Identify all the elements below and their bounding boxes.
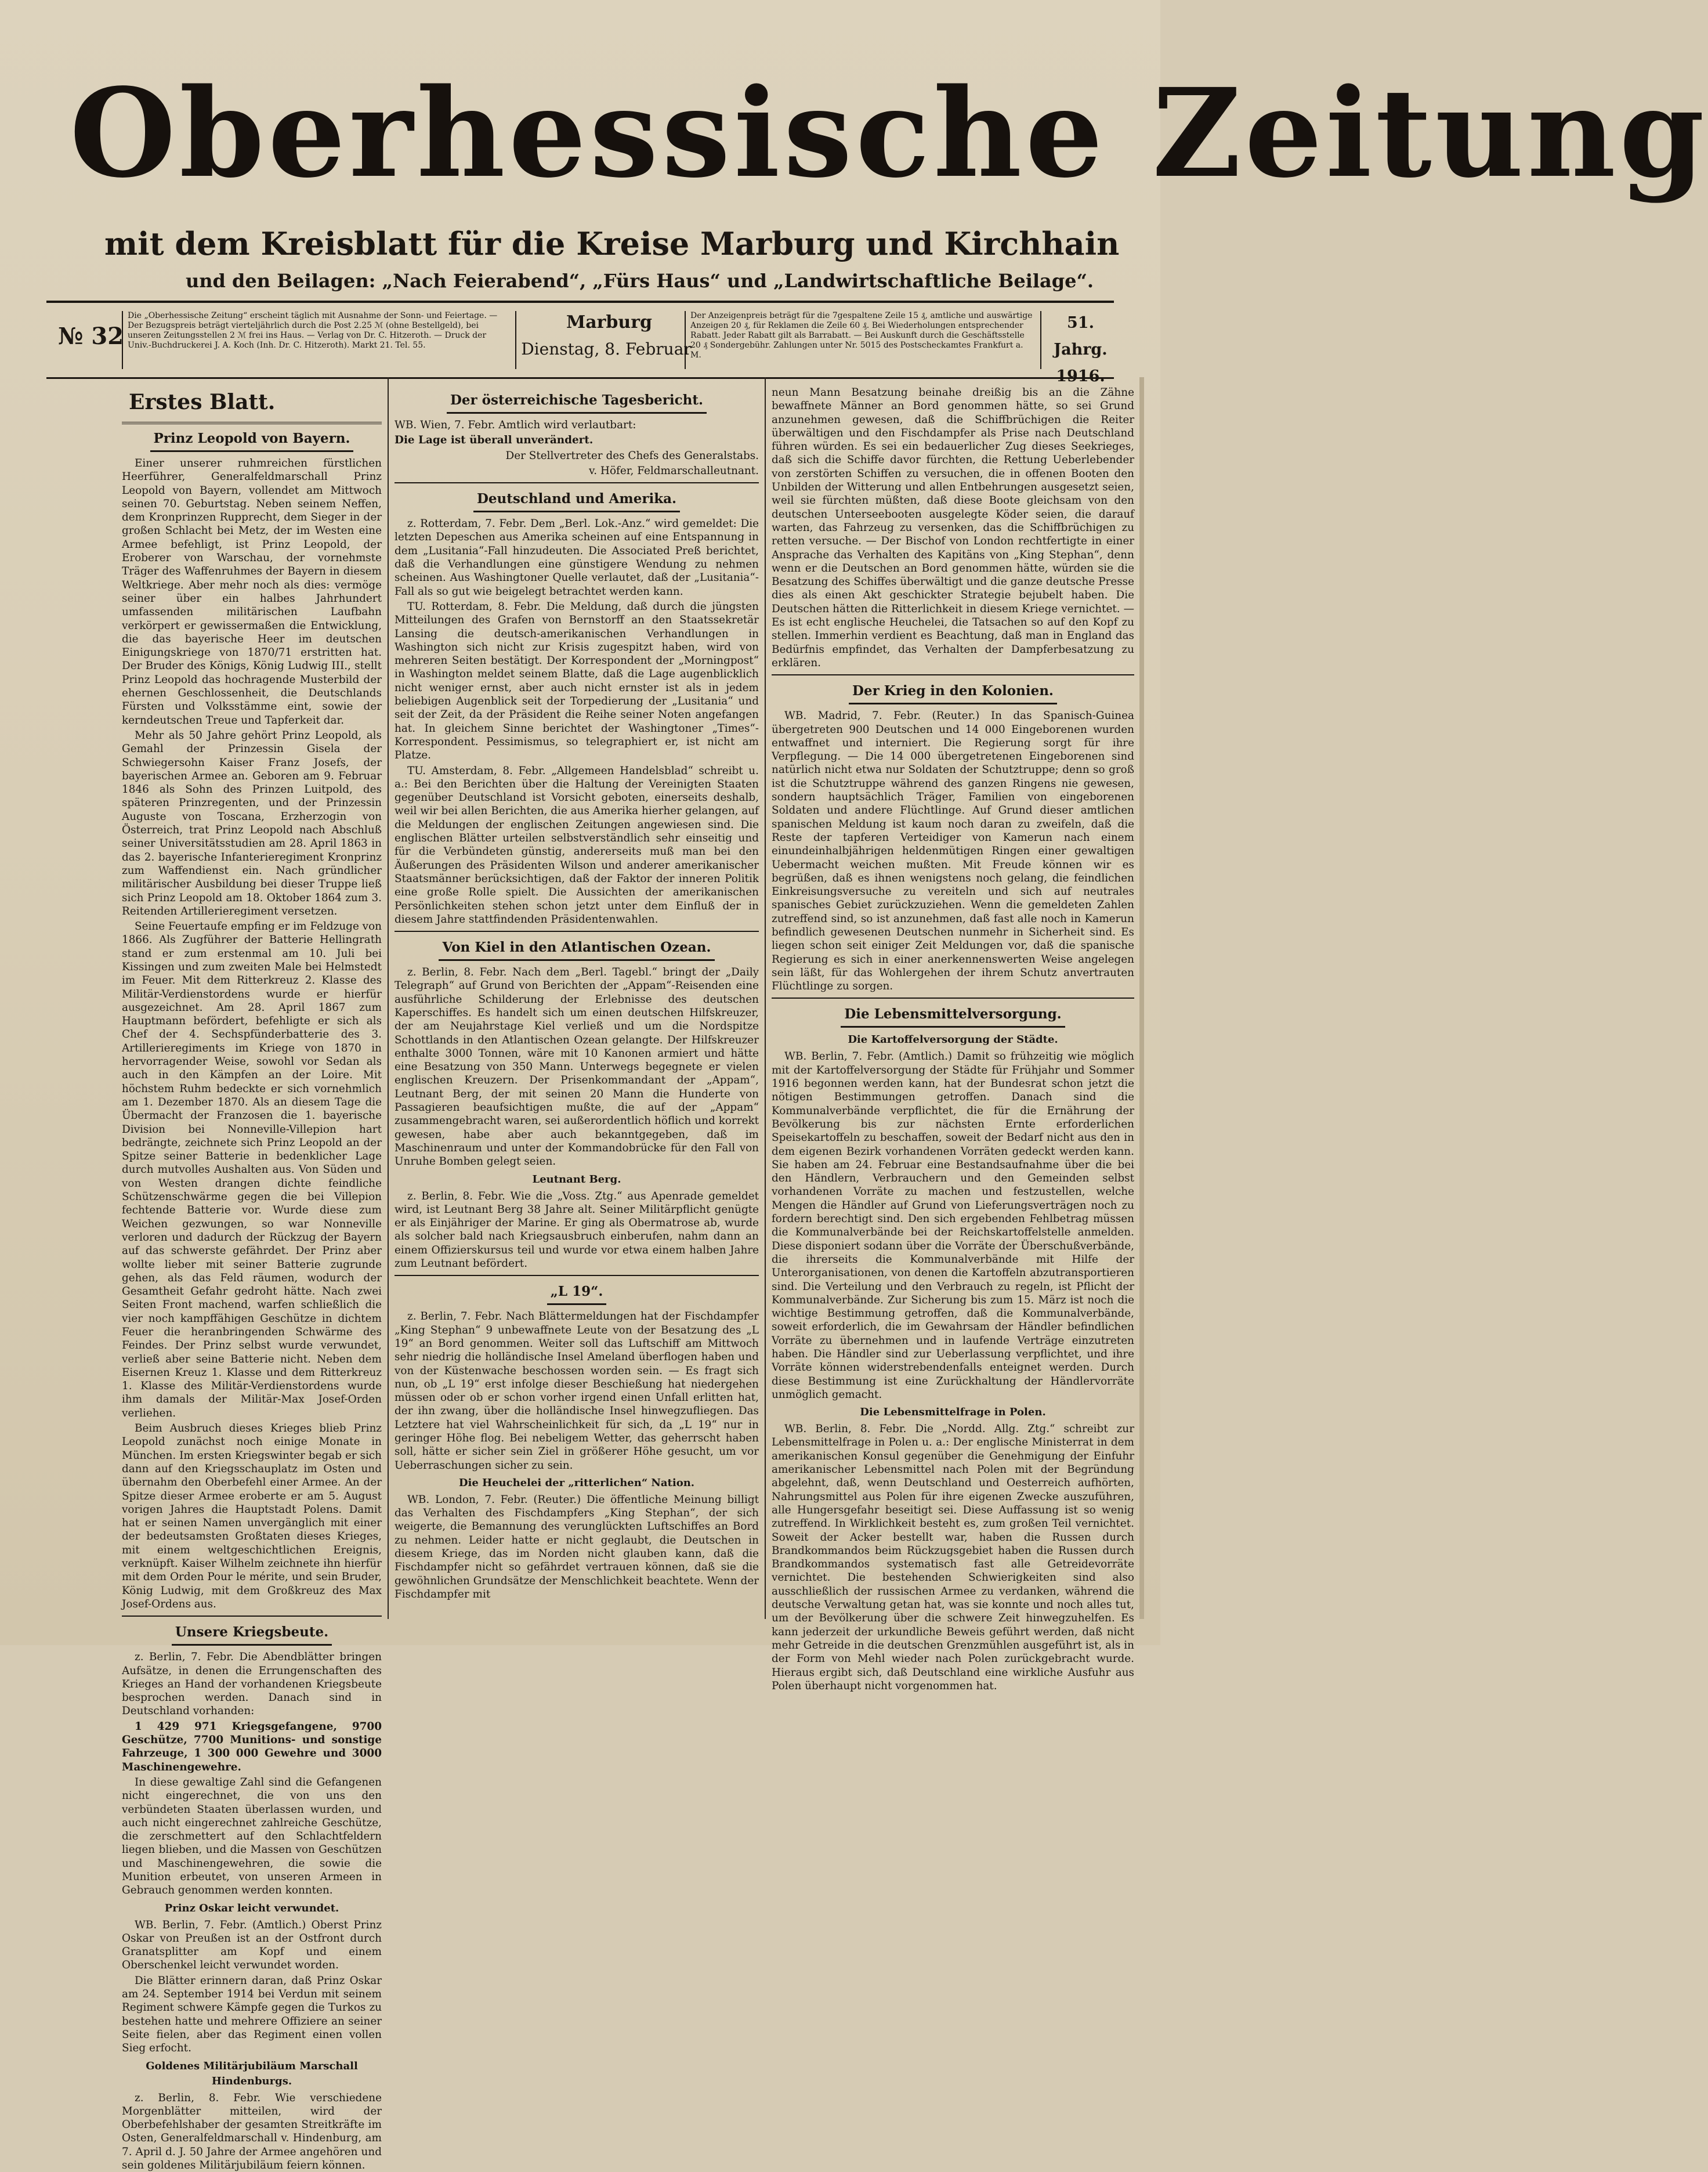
article-paragraph: TU. Rotterdam, 8. Febr. Die Meldung, daß durch die jüngsten Mitteilungen des Grafen von Bernstorff an den Staatssekretär Lansing die deutsch-amerikanischen Verhandlungen in Washington sich nicht zur Krisis zugespitzt haben, wird von mehreren Seiten bestätigt. Der Korrespondent der „Morningpost“ in Washington meldet seinem Blatte, daß die Lage augenblicklich nicht weniger ernst, aber auch nicht ernster ist als in jedem beliebigen Augenblick seit der Torpedierung der „Lusitania“ und seit der Zeit, da der Präsident die Reihe seiner Noten angefangen hat. In gleichem Sinne berichtet der Washingtoner „Times“-Korrespondent. Pessimismus, so telegraphiert er, ist nicht am Platze. xyxy=(395,600,759,762)
info-bar xyxy=(46,301,1114,385)
article-paragraph: Einer unserer ruhmreichen fürstlichen Heerführer, Generalfeldmarschall Prinz Leopold von Bayern, vollendet am Mittwoch seinen 70. Geburtstag. Neben seinem Neffen, dem Kronprinzen Rupprecht, dem Sieger in der großen Schlacht bei Metz, der im Westen eine Armee befehligt, ist Prinz Leopold, der Eroberer von Warschau, der vornehmste Träger des Waffenruhmes der Bayern in diesem Weltkriege. Aber mehr noch als dies: vermöge seiner über ein halbes Jahrhundert umfassenden militärischen Laufbahn verkörpert er gewissermaßen die Entwicklung, die das bayerische Heer im deutschen Einigungskriege von 1870/71 erstritten hat. Der Bruder des Königs, König Ludwig III., stellt Prinz Leopold das hochragende Musterbild der ehernen Geschlossenheit, die Deutschlands Fürsten und Volksstämme eint, sowie der kerndeutschen Treue und Tapferkeit dar. xyxy=(122,457,382,727)
masthead-subtitle: mit dem Kreisblatt für die Kreise Marburg und Kirchhain xyxy=(104,225,1120,262)
article-heading xyxy=(395,482,759,512)
column-rule xyxy=(388,377,389,1619)
signature-line: v. Höfer, Feldmarschalleutnant. xyxy=(589,464,759,477)
article-paragraph: Mehr als 50 Jahre gehört Prinz Leopold, als Gemahl der Prinzessin Gisela der Schwiegersohn Kaiser Franz Josefs, der bayerischen Armee an. Geboren am 9. Februar 1846 als Sohn des Prinzen Luitpold, des späteren Prinzregenten, und der Prinzessin Auguste von Toscana, Erzherzogin von Österreich, trat Prinz Leopold nach Abschluß seiner Universitätsstudien am 28. April 1863 in das 2. bayerische Infanterieregiment Kronprinz zum Waffendienst ein. Nach gründlicher militärischer Ausbildung bei dieser Truppe ließ sich Prinz Leopold am 18. Oktober 1864 zum 3. Reitenden Artillerieregiment versetzen. xyxy=(122,729,382,917)
volume-number: 51. Jahrg. xyxy=(1054,314,1108,359)
issue-number: № 32 xyxy=(58,323,124,350)
column-1 xyxy=(122,386,382,2172)
article-title: Prinz Leopold von Bayern. xyxy=(150,429,354,452)
masthead-supplements: und den Beilagen: „Nach Feierabend“, „Fürs Haus“ und „Landwirtschaftliche Beilage“. xyxy=(186,270,1094,292)
article-subheading: Leutnant Berg. xyxy=(532,1173,621,1186)
article-paragraph: WB. Berlin, 7. Febr. (Amtlich.) Damit so frühzeitig wie möglich mit der Kartoffelversorgung der Städte für Frühjahr und Sommer 1916 begonnen werden kann, hat der Bundesrat schon jetzt die nötigen Bestimmungen getroffen. Danach sind die Kommunalverbände verpflichtet, die für die Ernährung der Bevölkerung bis zur nächsten Ernte erforderlichen Speisekartoffeln zu beschaffen, soweit der Bedarf nicht aus den in dem eigenen Bezirk vorhandenen Vorräten gedeckt werden kann. Sie haben am 24. Februar eine Bestandsaufnahme über die bei den Händlern, Verbrauchern und den Gemeinden selbst vorhandenen Vorräte zu machen und festzustellen, welche Mengen die Händler auf Grund von Lieferungsverträgen noch zu fordern berechtigt sind. Den sich ergebenden Fehlbetrag müssen die Kommunalverbände bei der Reichskartoffelstelle anmelden. Diese disponiert sodann über die Vorräte der Überschußverbände, die ihrerseits die Kommunalverbände mit Hilfe der Unterorganisationen, von denen die Kartoffeln abzutransportieren sind. Die Verteilung und den Verbrauch zu regeln, ist Pflicht der Kommunalverbände. Zur Sicherung bis zum 15. März ist noch die wichtige Bestimmung getroffen, daß die Kommunalverbände, soweit erforderlich, die im Gewahrsam der Händler befindlichen Vorräte zu übernehmen und in laufende Verträge einzutreten haben. Die Händler sind zur Ueberlassung verpflichtet, und ihre Vorräte können widerstrebendenfalls enteignet werden. Durch diese Bestimmung ist eine Zurückhaltung der Händlervorräte unmöglich gemacht. xyxy=(772,1050,1134,1401)
article-title: Der österreichische Tagesbericht. xyxy=(447,391,707,414)
article-paragraph: TU. Amsterdam, 8. Febr. „Allgemeen Handelsblad“ schreibt u. a.: Bei den Berichten über die Haltung der Vereinigten Staaten gegenüber Deutschland ist Vorsicht geboten, einerseits deshalb, weil wir bei allen Berichten, die aus Amerika hierher gelangen, auf die Meldungen der englischen Zeitungen angewiesen sind. Die englischen Blätter urteilen selbstverständlich sehr einseitig und für die Verbündeten günstig, andererseits muß man bei den Äußerungen des Präsidenten Wilson und anderer amerikanischer Staatsmänner berücksichtigen, daß der Faktor der inneren Politik eine große Rolle spielt. Die Aussichten der amerikanischen Persönlichkeiten stehen schon jetzt unter dem Einfluß der in diesem Jahre stattfindenden Präsidentenwahlen. xyxy=(395,764,759,926)
article-heading xyxy=(122,1616,382,1646)
page-edge-shadow xyxy=(1139,377,1144,1619)
issue-date: Dienstag, 8. Februar xyxy=(521,339,692,359)
article-heading xyxy=(772,674,1134,704)
article-paragraph: 1 429 971 Kriegsgefangene, 9700 Geschütze, 7700 Munitions- und sonstige Fahrzeuge, 1 300 000 Gewehre und 3000 Maschinengewehre. xyxy=(122,1720,382,1773)
article-paragraph: Die Blätter erinnern daran, daß Prinz Oskar am 24. September 1914 bei Verdun mit seinem Regiment schwere Kämpfe gegen die Turkos zu bestehen hatte und mehrere Offiziere an seiner Seite fielen, aber das Regiment einen vollen Sieg erfocht. xyxy=(122,1974,382,2055)
place-name: Marburg xyxy=(566,312,653,333)
article-paragraph: z. Rotterdam, 7. Febr. Dem „Berl. Lok.-Anz.“ wird gemeldet: Die letzten Depeschen aus Amerika scheinen auf eine Entspannung in dem „Lusitania“-Fall hinzudeuten. Die Associated Preß berichtet, daß die Verhandlungen eine günstigere Wendung zu nehmen scheinen. Aus Washingtoner Quelle verlautet, daß der „Lusitania“-Fall als so gut wie beigelegt betrachtet werden kann. xyxy=(395,518,759,598)
article-subheading: Die Lebensmittelfrage in Polen. xyxy=(860,1406,1046,1419)
article-heading xyxy=(395,1275,759,1305)
article-heading xyxy=(122,429,382,452)
article-paragraph: Beim Ausbruch dieses Krieges blieb Prinz Leopold zunächst noch einige Monate in München. Im ersten Kriegswinter begab er sich dann auf den Kriegsschauplatz im Osten und übernahm den Oberbefehl einer Armee. An der Spitze dieser Armee eroberte er am 5. August vorigen Jahres die Hauptstadt Polens. Damit hat er seinen Namen unvergänglich mit einer der bedeutsamsten Großtaten dieses Krieges, mit einem weltgeschichtlichen Ereignis, verknüpft. Kaiser Wilhelm zeichnete ihn hierfür mit dem Orden Pour le mérite, und sein Bruder, König Ludwig, mit dem Großkreuz des Max Josef-Ordens aus. xyxy=(122,1422,382,1610)
article-paragraph: WB. Wien, 7. Febr. Amtlich wird verlautbart: xyxy=(395,419,636,431)
article-paragraph: WB. London, 7. Febr. (Reuter.) Die öffentliche Meinung billigt das Verhalten des Fischdampfers „King Stephan“, der sich weigerte, die Bemannung des verunglückten Luftschiffes an Bord zu nehmen. Leider hatte er nicht geglaubt, die Deutschen in diesem Kriege, das im Norden nicht glauben kann, daß die Fischdampfer nicht so gefährdet vertrauen können, daß sie die gewöhnlichen Grundsätze der Menschlichkeit beachtete. Wenn der Fischdampfer mit xyxy=(395,1493,759,1600)
article-heading xyxy=(772,998,1134,1028)
signature-line: Der Stellvertreter des Chefs des Generalstabs. xyxy=(505,449,759,462)
article-paragraph: Die Lage ist überall unverändert. xyxy=(395,434,594,447)
article-subheading: Goldenes Militärjubiläum Marschall Hindenburgs. xyxy=(146,2059,358,2087)
article-paragraph: neun Mann Besatzung beinahe dreißig bis an die Zähne bewaffnete Männer an Bord genommen hätte, so sei Grund anzunehmen gewesen, daß die Schiffbrüchigen die Reiter überwältigen und den Fischdampfer als Prise nach Deutschland führen würden. Es sei ein bedauerlicher Zug dieses Seekrieges, daß sich die Schiffe davor fürchten, die Rettung Ueberlebender von zerstörten Schiffen zu versuchen, die in offenen Booten den Unbilden der Witterung und allen Entbehrungen ausgesetzt seien, weil sie fürchten müßten, daß diese Boote gleichsam von den deutschen Unterseebooten ausgelegte Köder seien, die darauf warten, das Fahrzeug zu versenken, das die Schiffbrüchigen zu retten versuche. — Der Bischof von London rechtfertigte in einer Ansprache das Verhalten des Kapitäns von „King Stephan“, denn wenn er die Deutschen an Bord genommen hätte, würden sie die Besatzung des Schiffes überwältigt und die ganze deutsche Presse dies als einen Akt geschickter Strategie bejubelt haben. Die Deutschen hätten die Ritterlichkeit in diesem Kriege vernichtet. — Es ist echt englische Heuchelei, die Tatsachen so auf den Kopf zu stellen. Immerhin verdient es Beachtung, daß man in England das Bedürfnis empfindet, das Verhalten der Dampferbesatzung zu erklären. xyxy=(772,386,1134,669)
column-3 xyxy=(772,386,1134,1692)
column-rule xyxy=(765,377,766,1619)
article-paragraph: z. Berlin, 7. Febr. Nach Blättermeldungen hat der Fischdampfer „King Stephan“ 9 unbewaffnete Leute von der Besatzung des „L 19“ an Bord genommen. Weiter soll das Luftschiff am Mittwoch sehr niedrig die holländische Insel Ameland überflogen haben und von der Küstenwache beschossen worden sein. — Es fragt sich nun, ob „L 19“ erst infolge dieser Beschießung hat niedergehen müssen oder ob er schon vorher irgend einen Unfall erlitten hat, der ihn zwang, über die holländische Insel hinwegzufliegen. Das Letztere hat viel Wahrscheinlichkeit für sich, da „L 19“ nur in geringer Höhe flog. Bei nebeligem Wetter, das geherrscht haben soll, hätte er sicher sein Ziel in größerer Höhe gesucht, um vor Ueberraschungen sicher zu sein. xyxy=(395,1310,759,1472)
article-title: Die Lebensmittelversorgung. xyxy=(841,1004,1065,1028)
article-paragraph: Seine Feuertaufe empfing er im Feldzuge von 1866. Als Zugführer der Batterie Hellingrath stand er zum erstenmal am 10. Juli bei Kissingen und zum zweiten Male bei Helmstedt im Feuer. Mit dem Ritterkreuz 2. Klasse des Militär-Verdienstordens wurde er hierfür ausgezeichnet. Am 28. April 1867 zum Hauptmann befördert, befehligte er sich als Chef der 4. Sechspfünderbatterie des 3. Artillerieregiments im Kriege von 1870 in hervorragender Weise, sowohl vor Sedan als auch in den Kämpfen an der Loire. Mit höchstem Ruhm bedeckte er sich vornehmlich am 1. Dezember 1870. Als an diesem Tage die Übermacht der Franzosen die 1. bayerische Division bei Nonneville-Villepion hart bedrängte, zeichnete sich Prinz Leopold an der Spitze seiner Batterie in bedenklicher Lage durch mutvolles Aushalten aus. Von Süden und von Westen drangen dichte feindliche Schützenschwärme gegen die bei Villepion fechtende Batterie vor. Wurde diese zum Weichen gezwungen, so war Nonneville verloren und dadurch der Rückzug der Bayern auf das schwerste gefährdet. Der Prinz aber wollte lieber mit seiner Batterie zugrunde gehen, als das Feld räumen, wodurch der Gesamtheit Gefahr gedroht hätte. Nach zwei Seiten Front machend, warfen schließlich die vier noch kampffähigen Geschütze in dichtem Feuer die heranbringenden Schwärme des Feindes. Der Prinz selbst wurde verwundet, verließ aber seine Batterie nicht. Neben dem Eisernen Kreuz 1. Klasse und dem Ritterkreuz 1. Klasse des Militär-Verdienstordens wurde ihm damals der Militär-Max Josef-Orden verliehen. xyxy=(122,920,382,1419)
article-title: Der Krieg in den Kolonien. xyxy=(849,681,1057,704)
article-subheading: Die Kartoffelversorgung der Städte. xyxy=(848,1033,1058,1046)
year-number: 1916. xyxy=(1056,367,1105,385)
article-paragraph: z. Berlin, 7. Febr. Die Abendblätter bringen Aufsätze, in denen die Errungenschaften des Krieges an Hand der vorhandenen Kriegsbeute besprochen werden. Danach sind in Deutschland vorhanden: xyxy=(122,1651,382,1718)
publisher-info: Die „Oberhessische Zeitung“ erscheint täglich mit Ausnahme der Sonn- und Feiertage. — Der Bezugspreis beträgt vierteljährlich durch die Post 2.25 ℳ (ohne Bestellgeld), bei unseren Zeitungsstellen 2 ℳ frei ins Haus. — Verlag von Dr. C. Hitzeroth. — Druck der Univ.-Buchdruckerei J. A. Koch (Inh. Dr. C. Hitzeroth). Markt 21. Tel. 55. xyxy=(122,311,516,369)
article-title: Deutschland und Amerika. xyxy=(473,489,680,512)
article-paragraph: WB. Berlin, 8. Febr. Die „Nordd. Allg. Ztg.“ schreibt zur Lebensmittelfrage in Polen u. a.: Der englische Ministerrat in dem amerikanischen Konsul gegenüber die Genehmigung der Einfuhr amerikanischer Lebensmittel nach Polen mit der Begründung abgelehnt, daß, wenn Deutschland und Oesterreich aufhörten, Nahrungsmittel aus Polen für ihre eigenen Zwecke auszuführen, alle Hungersgefahr beseitigt sei. Diese Auffassung ist so wenig zutreffend. In Wirklichkeit besteht es, zum großen Teil vernichtet. Soweit der Acker bestellt war, haben die Russen durch Brandkommandos beim Rückzugsgebiet haben die Russen durch Brandkommandos systematisch fast alle Getreidevorräte vernichtet. Die bestehenden Schwierigkeiten sind also ausschließlich der russischen Armee zu verdanken, während die deutsche Verwaltung getan hat, was sie konnte und noch alles tut, um der Bevölkerung über die schwere Zeit hinwegzuhelfen. Es kann jederzeit der urkundliche Beweis geführt werden, daß nicht mehr Getreide in die deutschen Grenzmühlen ausgeführt ist, als in der Form von Mehl wieder nach Polen zurückgebracht wurde. Hieraus ergibt sich, daß Deutschland eine wirkliche Ausfuhr aus Polen überhaupt nicht vorgenommen hat. xyxy=(772,1423,1134,1692)
article-paragraph: z. Berlin, 8. Febr. Wie die „Voss. Ztg.“ aus Apenrade gemeldet wird, ist Leutnant Berg 38 Jahre alt. Seiner Militärpflicht genügte er als Einjähriger der Marine. Er ging als Obermatrose ab, wurde als solcher bald nach Kriegsausbruch einberufen, nahm dann an einem Offizierskursus teil und wurde vor etwa einem halben Jahre zum Leutnant befördert. xyxy=(395,1190,759,1270)
article-title: Unsere Kriegsbeute. xyxy=(172,1622,332,1646)
article-subheading: Prinz Oskar leicht verwundet. xyxy=(164,1902,339,1914)
article-paragraph: WB. Madrid, 7. Febr. (Reuter.) In das Spanisch-Guinea übergetreten 900 Deutschen und 14 000 Eingeborenen wurden entwaffnet und interniert. Die Regierung sorgt für ihre Verpflegung. — Die 14 000 übergetretenen Eingeborenen sind natürlich nicht etwa nur Soldaten der Schutztruppe; denn so groß ist die Schutztruppe während des ganzen Ringens nie gewesen, sondern hauptsächlich Träger, Familien von eingeborenen Soldaten und andere Flüchtlinge. Auf Grund dieser amtlichen spanischen Meldung ist kaum noch daran zu zweifeln, daß die Reste der tapferen Verteidiger von Kamerun nach einem einundeinhalbjährigen heldenmütigen Ringen einer gewaltigen Uebermacht weichen mußten. Mit Freude können wir es begrüßen, daß es ihnen wenigstens noch gelang, die feindlichen Einkreisungsversuche zu vereiteln und sich auf neutrales spanisches Gebiet zurückzuziehen. Wenn die gemeldeten Zahlen zutreffend sind, so ist anzunehmen, daß fast alle noch in Kamerun befindlich gewesenen Deutschen nunmehr in Sicherheit sind. Es liegen schon seit einiger Zeit Meldungen vor, daß die spanische Regierung es sich in einer anerkennenswerten Weise angelegen sein läßt, für das Wohlergehen der ihrem Schutz anvertrauten Flüchtlinge zu sorgen. xyxy=(772,710,1134,993)
masthead-title: Oberhessische Zeitung xyxy=(70,62,1708,205)
article-title: „L 19“. xyxy=(547,1282,607,1305)
article-heading xyxy=(395,931,759,961)
column-2 xyxy=(395,386,759,1616)
article-paragraph: z. Berlin, 8. Febr. Wie verschiedene Morgenblätter mitteilen, wird der Oberbefehlshaber der gesamten Streitkräfte im Osten, Generalfeldmarschall v. Hindenburg, am 7. April d. J. 50 Jahre der Armee angehören und sein goldenes Militärjubiläum feiern können. xyxy=(122,2091,382,2172)
section-heading: Erstes Blatt. xyxy=(122,386,382,424)
article-subheading: Die Heuchelei der „ritterlichen“ Nation. xyxy=(458,1476,695,1489)
article-paragraph: In diese gewaltige Zahl sind die Gefangenen nicht eingerechnet, die von uns den verbündeten Staaten überlassen wurden, und auch nicht eingerechnet zahlreiche Geschütze, die zerschmettert auf den Schlachtfeldern liegen blieben, und die Massen von Geschützen und Maschinengewehren, die sowie die Munition erbeutet, von unseren Armeen in Gebrauch genommen werden konnten. xyxy=(122,1776,382,1897)
article-title: Von Kiel in den Atlantischen Ozean. xyxy=(439,938,714,961)
article-heading xyxy=(395,391,759,414)
article-paragraph: z. Berlin, 8. Febr. Nach dem „Berl. Tagebl.“ bringt der „Daily Telegraph“ auf Grund von Berichten der „Appam“-Reisenden eine ausführliche Schilderung der Erlebnisse des deutschen Kaperschiffes. Es handelt sich um einen deutschen Hilfskreuzer, der am Neujahrstage Kiel verließ und um die Nordspitze Schottlands in den Atlantischen Ozean gelangte. Der Hilfskreuzer enthalte 3000 Tonnen, wäre mit 10 Kanonen armiert und hätte eine Besatzung von 350 Mann. Unterwegs begegnete er vielen englischen Kreuzern. Der Prisenkommandant der „Appam“, Leutnant Berg, der mit seinen 20 Mann die Hunderte von Passagieren beaufsichtigen mußte, die auf der „Appam“ zusammengebracht waren, sei außerordentlich höflich und korrekt gewesen, habe aber auch bekanntgegeben, daß im Maschinenraum und unter der Kommandobrücke für den Fall von Unruhe Bomben gelegt seien. xyxy=(395,966,759,1168)
ad-price-info: Der Anzeigenpreis beträgt für die 7gespaltene Zeile 15 ₰, amtliche und auswärtige Anzeigen 20 ₰, für Reklamen die Zeile 60 ₰. Bei Wiederholungen entsprechender Rabatt. Jeder Rabatt gilt als Barrabatt. — Bei Auskunft durch die Geschäftsstelle 20 ₰ Sondergebühr. Zahlungen unter Nr. 5015 des Postscheckamtes Frankfurt a. M. xyxy=(685,311,1041,369)
volume-year xyxy=(1047,310,1114,385)
article-paragraph: WB. Berlin, 7. Febr. (Amtlich.) Oberst Prinz Oskar von Preußen ist an der Ostfront durch Granatsplitter am Kopf und einem Oberschenkel leicht verwundet worden. xyxy=(122,1918,382,1972)
